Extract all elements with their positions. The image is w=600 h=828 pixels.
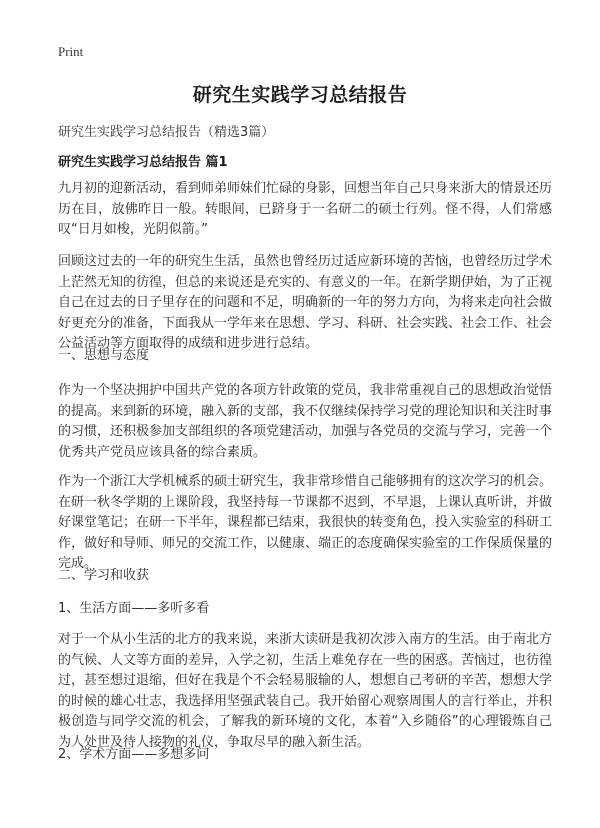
document-subtitle: 研究生实践学习总结报告（精选3篇） <box>58 125 275 140</box>
heading-academic: 2、学术方面——多想多问 <box>58 747 210 762</box>
paragraph-ideology: 作为一个坚决拥护中国共产党的各项方针政策的党员，我非常重视自己的思想政治觉悟的提高。来到新的环境，融入新的支部，我不仅继续保持学习党的理论知识和关注时事的习惯，还积极参加支部组织的各项党建活动，加强与各党员的交流与学习，完善一个优秀共产党员应该具备的综合素质。 <box>58 383 553 460</box>
paragraph-study: 作为一个浙江大学机械系的硕士研究生，我非常珍惜自己能够拥有的这次学习的机会。在研一秋冬学期的上课阶段，我坚持每一节课都不迟到，不早退，上课认真听讲，并做好课堂笔记；在研一下半年，课程都已结束，我很快的转变角色，投入实验室的科研工作，做好和导师、师兄的交流工作，以健康、端正的态度确保实验室的工作保质保量的完成。 <box>58 474 553 571</box>
paragraph-intro: 九月初的迎新活动，看到师弟师妹们忙碌的身影，回想当年自己只身来浙大的情景还历历在目，放佛昨日一般。转眼间，已跻身于一名研二的硕士行列。怪不得，人们常感叹“日月如梭，光阴似箭。” <box>58 181 553 237</box>
heading-life: 1、生活方面——多听多看 <box>58 601 210 616</box>
heading-study: 二、学习和收获 <box>58 568 150 583</box>
heading-ideology: 一、思想与态度 <box>58 348 150 363</box>
document-title: 研究生实践学习总结报告 <box>192 84 408 106</box>
paragraph-review: 回顾这过去的一年的研究生生活，虽然也曾经历过适应新环境的苦恼，也曾经历过学术上茫然无知的彷徨，但总的来说还是充实的、有意义的一年。在新学期伊始，为了正视自己在过去的日子里存在的问题和不足，明确新的一年的努力方向，为将来走向社会做好更充分的准备，下面我从一学年来在思想、学习、科研、社会实践、社会工作、社会公益活动等方面取得的成绩和进步进行总结。 <box>58 254 553 351</box>
print-label[interactable]: Print <box>58 44 84 59</box>
paragraph-life: 对于一个从小生活的北方的我来说，来浙大读研是我初次涉入南方的生活。由于南北方的气候、人文等方面的差异，入学之初，生活上难免存在一些的困惑。苦恼过，也彷徨过，甚至想过退缩，但好在我是个不会轻易服输的人，想想自己考研的辛苦，想想大学的时候的雄心壮志，我选择用坚强武装自己。我开始留心观察周围人的言行举止，并积极创造与同学交流的机会，了解我的新环境的文化，本着“入乡随俗”的心理锻炼自己为人处世及待人接物的礼仪，争取尽早的融入新生活。 <box>58 632 553 750</box>
section-heading: 研究生实践学习总结报告 篇1 <box>58 155 228 170</box>
